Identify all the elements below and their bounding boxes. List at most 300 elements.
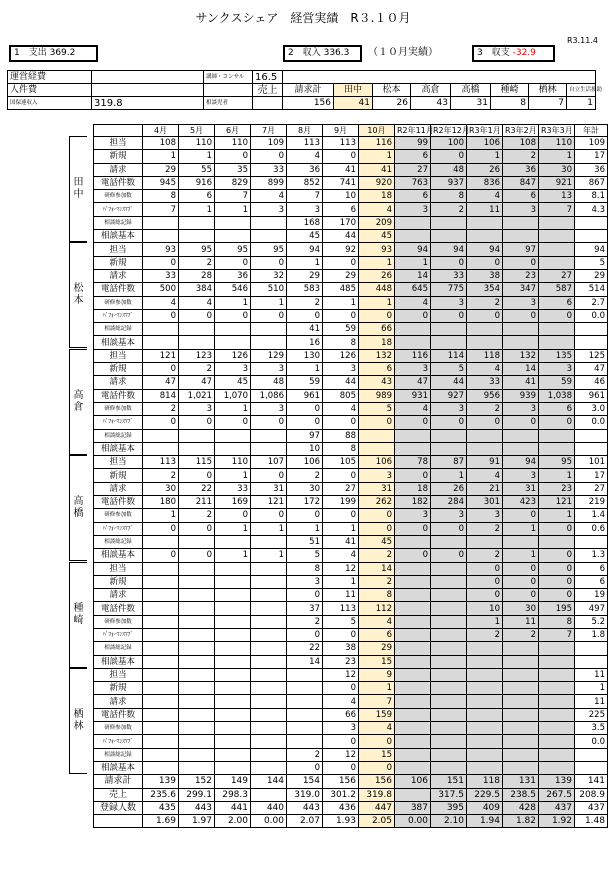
table-cell: 41 xyxy=(323,163,359,176)
table-cell xyxy=(539,323,575,336)
table-cell: 1 xyxy=(251,522,287,535)
table-cell: 5 xyxy=(431,363,467,376)
table-cell xyxy=(575,429,608,442)
table-row xyxy=(94,336,608,349)
table-cell xyxy=(539,748,575,761)
table-cell xyxy=(251,722,287,735)
table-cell: 0 xyxy=(179,522,215,535)
table-cell: 3.0 xyxy=(575,402,608,415)
table-cell: 14 xyxy=(287,655,323,668)
table-cell: 121 xyxy=(539,496,575,509)
table-cell xyxy=(143,628,179,641)
table-cell: 66 xyxy=(323,708,359,721)
table-row xyxy=(94,469,608,482)
table-cell: 151 xyxy=(431,775,467,788)
table-cell xyxy=(179,761,215,774)
table-cell: 152 xyxy=(179,775,215,788)
table-cell: 43 xyxy=(359,376,395,389)
table-cell: 1 xyxy=(395,256,431,269)
summary-table xyxy=(7,70,603,110)
table-cell xyxy=(539,230,575,243)
table-cell: 170 xyxy=(323,216,359,229)
table-cell xyxy=(251,655,287,668)
table-cell xyxy=(179,216,215,229)
table-cell xyxy=(215,216,251,229)
table-cell: 144 xyxy=(251,775,287,788)
table-cell xyxy=(179,642,215,655)
table-cell: 0 xyxy=(395,309,431,322)
month-note: （１０月実績） xyxy=(368,47,438,58)
table-row xyxy=(94,522,608,535)
table-cell: 937 xyxy=(431,176,467,189)
table-cell xyxy=(143,535,179,548)
table-cell xyxy=(395,535,431,548)
table-cell: 3 xyxy=(251,363,287,376)
table-cell: 7 xyxy=(287,190,323,203)
table-cell: 41 xyxy=(287,323,323,336)
table-cell xyxy=(251,695,287,708)
table-cell xyxy=(251,230,287,243)
table-cell xyxy=(179,562,215,575)
table-cell: 4 xyxy=(143,296,179,309)
table-cell xyxy=(467,748,503,761)
table-cell xyxy=(539,722,575,735)
table-cell: 387 xyxy=(395,801,431,814)
table-cell: 2 xyxy=(287,615,323,628)
table-cell xyxy=(467,336,503,349)
table-cell xyxy=(143,735,179,748)
table-cell: 169 xyxy=(215,496,251,509)
table-cell xyxy=(431,216,467,229)
table-cell: 41 xyxy=(323,535,359,548)
table-cell: 2 xyxy=(287,296,323,309)
income-box xyxy=(283,45,362,62)
table-cell xyxy=(143,695,179,708)
table-cell: 27 xyxy=(323,482,359,495)
table-cell: 1 xyxy=(359,296,395,309)
table-cell: 4 xyxy=(287,150,323,163)
table-cell: 相談総記録 xyxy=(94,323,143,336)
table-cell: 3 xyxy=(323,722,359,735)
table-row xyxy=(94,722,608,735)
group-label: 高 橋 xyxy=(69,455,87,561)
table-cell: 1 xyxy=(323,296,359,309)
table-cell xyxy=(251,535,287,548)
table-cell xyxy=(287,695,323,708)
table-cell: 0 xyxy=(287,402,323,415)
table-cell: 1 xyxy=(323,522,359,535)
table-cell xyxy=(431,575,467,588)
table-cell: 1 xyxy=(215,402,251,415)
table-cell: 4 xyxy=(251,190,287,203)
table-cell: 相談基本 xyxy=(94,336,143,349)
table-cell: 106 xyxy=(467,137,503,150)
table-cell: 91 xyxy=(467,456,503,469)
table-cell: 4 xyxy=(467,190,503,203)
table-cell xyxy=(575,216,608,229)
summary-row-3 xyxy=(8,97,596,110)
table-row xyxy=(94,535,608,548)
table-cell: 1.97 xyxy=(179,815,215,828)
table-cell: 94 xyxy=(395,243,431,256)
table-cell xyxy=(179,575,215,588)
table-cell: 0 xyxy=(431,549,467,562)
table-row xyxy=(94,509,608,522)
table-cell: 0 xyxy=(539,589,575,602)
table-cell: 38 xyxy=(467,269,503,282)
table-cell: 3 xyxy=(251,203,287,216)
table-cell xyxy=(251,602,287,615)
table-cell: 1 xyxy=(539,150,575,163)
table-row xyxy=(94,682,608,695)
table-cell: 2 xyxy=(503,150,539,163)
table-cell: 3 xyxy=(251,402,287,415)
table-cell: 920 xyxy=(359,176,395,189)
table-cell xyxy=(359,429,395,442)
table-cell xyxy=(179,336,215,349)
table-cell xyxy=(143,562,179,575)
table-cell: 51 xyxy=(287,535,323,548)
table-row xyxy=(94,695,608,708)
table-cell: 78 xyxy=(395,456,431,469)
table-cell: 435 xyxy=(143,801,179,814)
table-cell: 0 xyxy=(395,416,431,429)
table-cell: 2.10 xyxy=(431,815,467,828)
table-cell xyxy=(179,323,215,336)
table-row xyxy=(94,190,608,203)
table-cell: 587 xyxy=(539,283,575,296)
table-cell xyxy=(431,761,467,774)
table-cell: 9 xyxy=(359,668,395,681)
table-cell: 2 xyxy=(143,402,179,415)
table-cell: 3 xyxy=(179,402,215,415)
column-header: R3年3月 xyxy=(539,125,575,137)
table-cell: 298.3 xyxy=(215,788,251,801)
table-cell: 1.93 xyxy=(323,815,359,828)
table-cell: 3 xyxy=(287,203,323,216)
table-cell: 0 xyxy=(251,416,287,429)
table-cell: 4 xyxy=(359,615,395,628)
table-row xyxy=(94,761,608,774)
table-cell: 3 xyxy=(503,469,539,482)
table-cell: 0 xyxy=(287,628,323,641)
table-cell: 583 xyxy=(287,283,323,296)
table-cell: 121 xyxy=(251,496,287,509)
table-cell: 31 xyxy=(359,482,395,495)
table-cell: 0 xyxy=(467,589,503,602)
table-cell xyxy=(395,575,431,588)
column-header: 5月 xyxy=(179,125,215,137)
table-cell: 3 xyxy=(503,203,539,216)
table-cell xyxy=(575,336,608,349)
table-cell: 請求 xyxy=(94,163,143,176)
table-cell: 847 xyxy=(503,176,539,189)
table-cell: 180 xyxy=(143,496,179,509)
table-cell: 0 xyxy=(179,469,215,482)
table-cell: 95 xyxy=(215,243,251,256)
table-cell: 0 xyxy=(251,509,287,522)
table-cell xyxy=(503,442,539,455)
table-cell: 112 xyxy=(359,602,395,615)
table-cell: 0 xyxy=(539,522,575,535)
table-cell: 129 xyxy=(251,349,287,362)
table-cell: 131 xyxy=(503,775,539,788)
table-cell: 0 xyxy=(539,416,575,429)
summary-cell xyxy=(204,84,253,97)
table-cell xyxy=(539,256,575,269)
table-cell: 8 xyxy=(287,562,323,575)
table-cell xyxy=(215,230,251,243)
table-cell xyxy=(395,655,431,668)
table-cell: 1 xyxy=(143,509,179,522)
table-cell xyxy=(215,642,251,655)
table-cell: 3 xyxy=(395,203,431,216)
table-cell: 121 xyxy=(143,349,179,362)
table-cell xyxy=(431,722,467,735)
table-cell: 41 xyxy=(503,376,539,389)
table-cell: 0 xyxy=(287,309,323,322)
table-cell xyxy=(143,216,179,229)
table-cell: 775 xyxy=(431,283,467,296)
table-cell: 4 xyxy=(359,722,395,735)
table-cell: 6 xyxy=(575,562,608,575)
table-cell: 売上 xyxy=(94,788,143,801)
table-cell xyxy=(503,336,539,349)
table-cell xyxy=(215,761,251,774)
column-header: 9月 xyxy=(323,125,359,137)
table-cell: 担当 xyxy=(94,668,143,681)
table-cell xyxy=(431,429,467,442)
table-cell xyxy=(467,682,503,695)
table-cell: 8 xyxy=(143,190,179,203)
table-cell: 36 xyxy=(503,163,539,176)
table-cell: 0 xyxy=(359,509,395,522)
table-cell: 168 xyxy=(287,216,323,229)
table-cell: 33 xyxy=(467,376,503,389)
table-cell: ﾊﾟﾌｫｰﾏﾝｽﾏﾌﾞ xyxy=(94,735,143,748)
table-cell xyxy=(179,628,215,641)
table-cell xyxy=(431,535,467,548)
table-cell: 2 xyxy=(467,296,503,309)
table-cell: 担当 xyxy=(94,137,143,150)
table-cell: 12 xyxy=(323,562,359,575)
table-cell: 0.0 xyxy=(575,416,608,429)
table-cell: 514 xyxy=(575,283,608,296)
column-header: R2年11月 xyxy=(395,125,431,137)
table-cell: 44 xyxy=(323,376,359,389)
table-cell xyxy=(395,735,431,748)
table-cell xyxy=(215,589,251,602)
table-cell: 0.6 xyxy=(575,522,608,535)
table-cell: 132 xyxy=(359,349,395,362)
table-cell: 1 xyxy=(431,469,467,482)
table-cell xyxy=(251,761,287,774)
table-cell xyxy=(251,429,287,442)
table-cell: 1 xyxy=(467,615,503,628)
table-cell xyxy=(215,615,251,628)
table-cell: 10 xyxy=(287,442,323,455)
table-cell xyxy=(431,708,467,721)
table-cell: 384 xyxy=(179,283,215,296)
summary-cell: 43 xyxy=(411,97,451,110)
table-cell xyxy=(215,722,251,735)
table-cell: 108 xyxy=(143,137,179,150)
summary-cell: 高倉 xyxy=(411,84,451,97)
table-cell xyxy=(431,589,467,602)
group-label: 種 崎 xyxy=(69,562,87,668)
table-cell: 33 xyxy=(251,163,287,176)
table-cell: 相談基本 xyxy=(94,442,143,455)
table-cell: 4 xyxy=(395,402,431,415)
table-cell: 1 xyxy=(215,522,251,535)
table-cell: 29 xyxy=(575,269,608,282)
table-cell: 126 xyxy=(323,349,359,362)
table-cell: 電話件数 xyxy=(94,176,143,189)
table-cell: 115 xyxy=(179,456,215,469)
table-cell: 18 xyxy=(359,336,395,349)
table-cell: 36 xyxy=(287,163,323,176)
table-cell: 319.8 xyxy=(359,788,395,801)
table-row xyxy=(94,137,608,150)
table-cell: 電話件数 xyxy=(94,496,143,509)
table-cell: 1,086 xyxy=(251,389,287,402)
table-cell: 0 xyxy=(251,309,287,322)
table-cell: 113 xyxy=(287,137,323,150)
table-cell xyxy=(395,429,431,442)
table-cell xyxy=(467,722,503,735)
table-cell: 15 xyxy=(359,655,395,668)
table-cell xyxy=(179,655,215,668)
table-cell: 新規 xyxy=(94,469,143,482)
summary-cell: 売上 xyxy=(253,84,283,97)
table-cell: 相談基本 xyxy=(94,549,143,562)
table-cell xyxy=(251,748,287,761)
table-cell xyxy=(179,602,215,615)
table-cell: ﾊﾟﾌｫｰﾏﾝｽﾏﾌﾞ xyxy=(94,628,143,641)
table-cell xyxy=(215,668,251,681)
table-cell: 0 xyxy=(395,549,431,562)
table-cell: 1.92 xyxy=(539,815,575,828)
table-cell xyxy=(575,642,608,655)
table-cell: 108 xyxy=(503,137,539,150)
table-cell: 497 xyxy=(575,602,608,615)
table-cell xyxy=(467,323,503,336)
column-header: R3年1月 xyxy=(467,125,503,137)
table-cell xyxy=(503,722,539,735)
table-cell xyxy=(251,668,287,681)
table-cell xyxy=(251,708,287,721)
table-cell xyxy=(467,535,503,548)
table-cell: 208.9 xyxy=(575,788,608,801)
table-cell: 26 xyxy=(431,482,467,495)
table-cell: 相談総記録 xyxy=(94,429,143,442)
table-cell xyxy=(503,642,539,655)
table-cell xyxy=(251,589,287,602)
table-cell: 238.5 xyxy=(503,788,539,801)
summary-cell: 26 xyxy=(373,97,411,110)
summary-row-1 xyxy=(8,71,596,84)
table-cell: 447 xyxy=(359,801,395,814)
table-cell: 6 xyxy=(179,190,215,203)
table-cell: 956 xyxy=(467,389,503,402)
table-cell xyxy=(503,323,539,336)
table-cell: 36 xyxy=(575,163,608,176)
table-cell: 22 xyxy=(179,482,215,495)
table-cell xyxy=(395,628,431,641)
table-cell: 0 xyxy=(251,256,287,269)
table-cell xyxy=(143,575,179,588)
table-cell: 30 xyxy=(287,482,323,495)
table-cell: 相談基本 xyxy=(94,230,143,243)
table-cell: 相談総記録 xyxy=(94,642,143,655)
summary-cell xyxy=(283,71,596,84)
summary-cell xyxy=(92,84,204,97)
table-cell: 2 xyxy=(179,509,215,522)
table-row xyxy=(94,735,608,748)
table-cell: 33 xyxy=(143,269,179,282)
table-cell: 8 xyxy=(539,615,575,628)
table-cell: 新規 xyxy=(94,575,143,588)
table-cell: 41 xyxy=(359,163,395,176)
table-cell xyxy=(215,735,251,748)
summary-cell: 栖林 xyxy=(529,84,567,97)
table-cell xyxy=(503,695,539,708)
table-cell xyxy=(503,735,539,748)
report-date: R3.11.4 xyxy=(566,36,598,45)
table-cell: 301 xyxy=(467,496,503,509)
table-cell: 1 xyxy=(359,150,395,163)
table-cell xyxy=(395,722,431,735)
header-corner xyxy=(94,125,143,137)
balance-box xyxy=(472,45,555,62)
table-cell: 47 xyxy=(143,376,179,389)
table-cell: 13 xyxy=(539,190,575,203)
table-cell: 500 xyxy=(143,283,179,296)
table-row xyxy=(94,230,608,243)
table-cell: 0 xyxy=(395,522,431,535)
table-row xyxy=(94,549,608,562)
table-row xyxy=(94,496,608,509)
table-cell xyxy=(395,788,431,801)
table-cell xyxy=(143,336,179,349)
table-cell xyxy=(467,216,503,229)
table-cell: 2.7 xyxy=(575,296,608,309)
table-cell: 0 xyxy=(503,575,539,588)
table-cell: 23 xyxy=(323,655,359,668)
table-cell: 29 xyxy=(323,269,359,282)
table-cell: 7 xyxy=(143,203,179,216)
table-cell: 0 xyxy=(143,416,179,429)
table-cell: 113 xyxy=(323,137,359,150)
table-cell xyxy=(215,748,251,761)
table-cell: 0 xyxy=(359,309,395,322)
table-cell xyxy=(251,788,287,801)
table-cell: 29 xyxy=(143,163,179,176)
table-cell xyxy=(179,535,215,548)
summary-cell: 松本 xyxy=(373,84,411,97)
table-cell xyxy=(431,602,467,615)
table-row xyxy=(94,402,608,415)
summary-cell: 16.5 xyxy=(253,71,283,84)
table-row xyxy=(94,748,608,761)
table-row xyxy=(94,283,608,296)
table-cell: 1 xyxy=(323,575,359,588)
table-cell: 1 xyxy=(251,296,287,309)
table-cell: 1 xyxy=(503,522,539,535)
table-cell: 110 xyxy=(539,137,575,150)
table-cell xyxy=(467,695,503,708)
table-cell xyxy=(287,668,323,681)
